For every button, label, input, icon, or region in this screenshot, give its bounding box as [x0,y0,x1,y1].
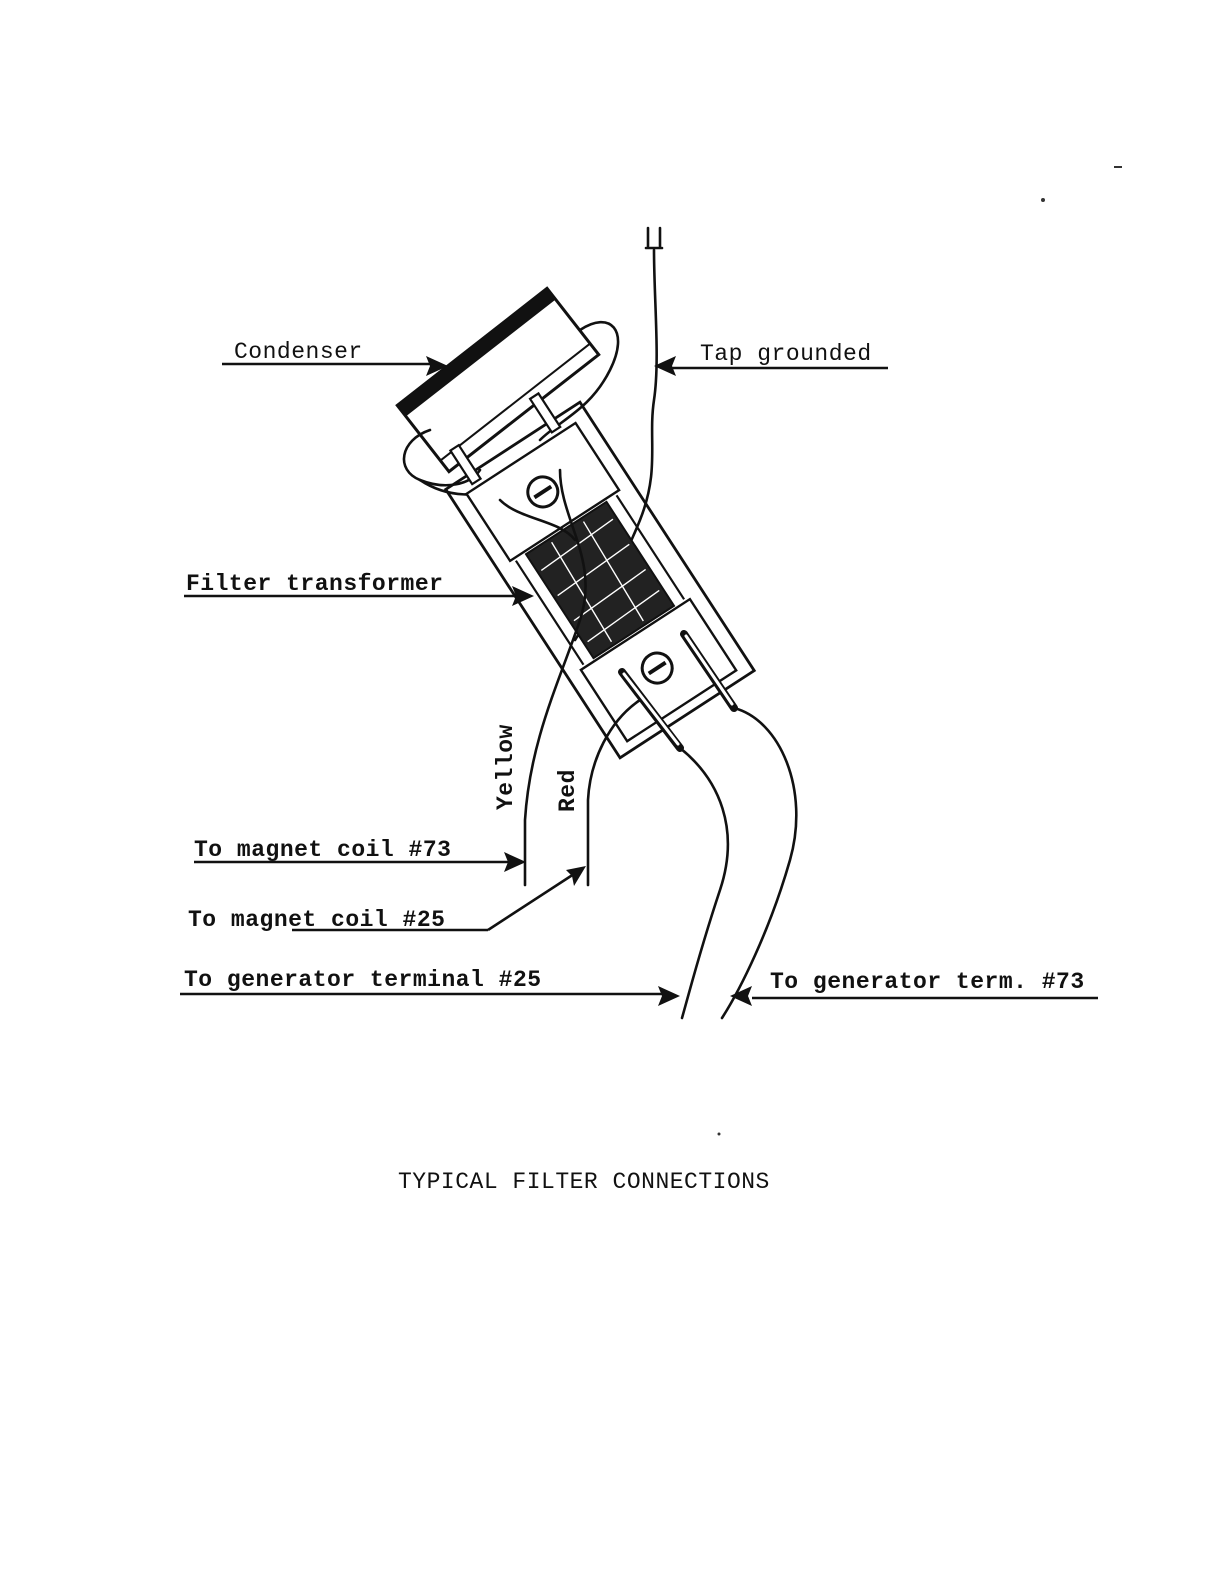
generator-term-73-label: To generator term. #73 [770,969,1085,995]
magnet-coil-25-label: To magnet coil #25 [188,907,446,933]
tap-grounded-label: Tap grounded [700,341,872,367]
diagram-caption: TYPICAL FILTER CONNECTIONS [398,1169,770,1195]
labels [184,339,1085,1195]
condenser-label: Condenser [234,339,363,365]
generator-terminal-25-label: To generator terminal #25 [184,967,542,993]
filter-transformer-label: Filter transformer [186,571,444,597]
yellow-wire-label: Yellow [493,724,519,810]
magnet-coil-73-label: To magnet coil #73 [194,837,452,863]
red-wire-label: Red [555,769,581,812]
